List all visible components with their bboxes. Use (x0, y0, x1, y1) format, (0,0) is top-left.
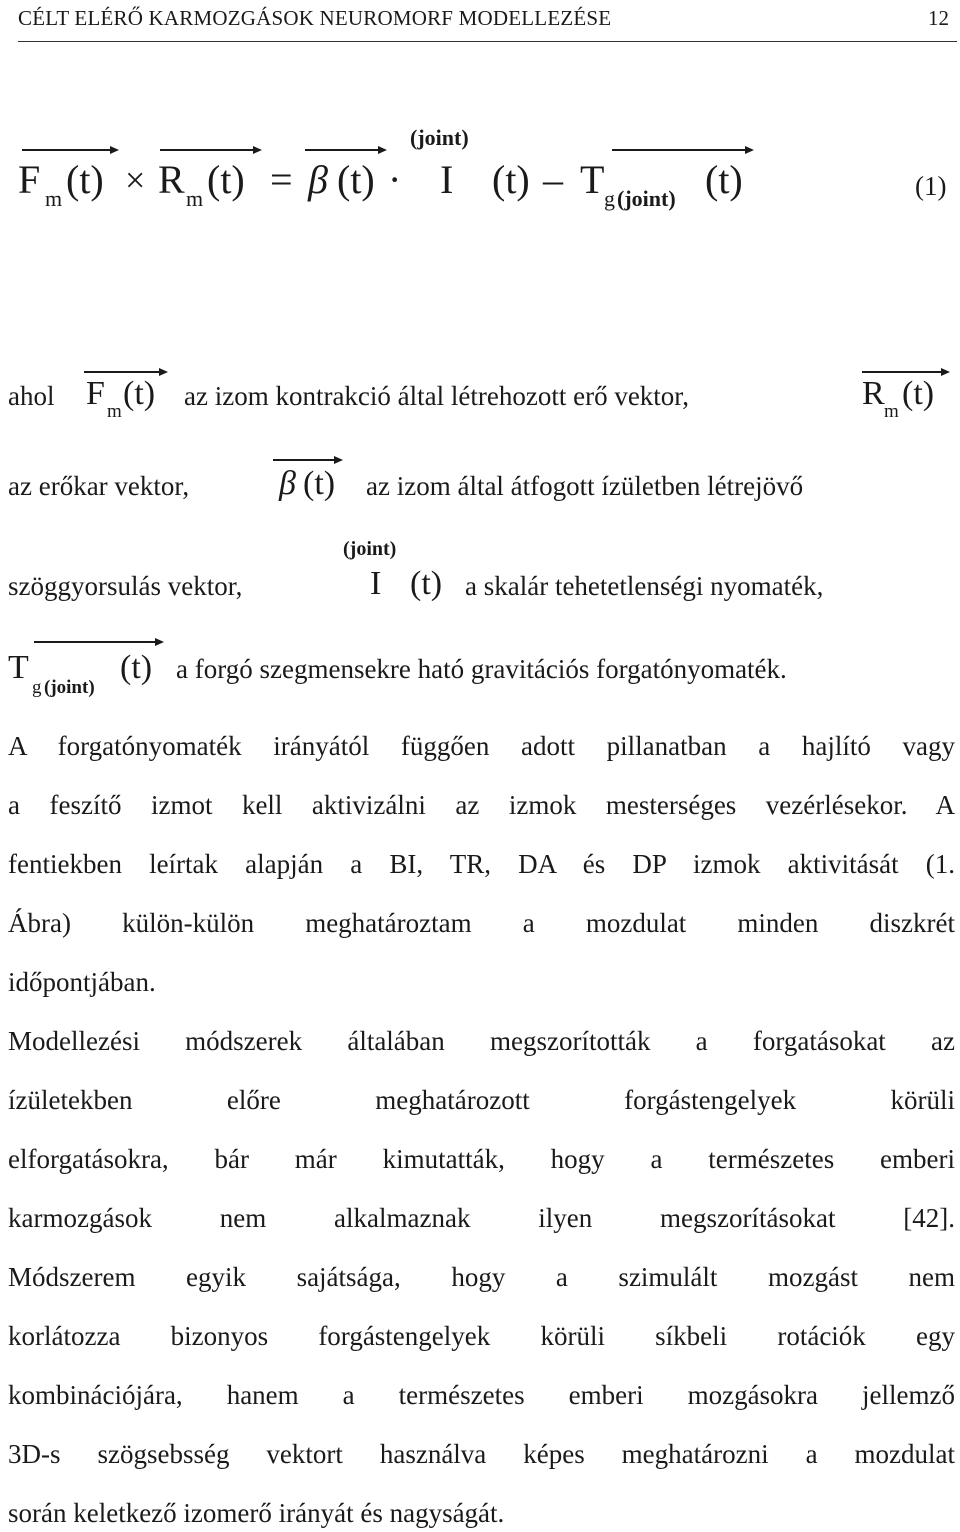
symbol-F: F (86, 375, 105, 412)
symbol-R: R (158, 157, 185, 202)
subscript-m: m (45, 186, 63, 211)
subscript-joint: (joint) (617, 186, 676, 211)
arg-t: (t) (337, 157, 375, 202)
vector-arrow (305, 149, 385, 151)
vector-arrow (612, 149, 752, 151)
running-header: CÉLT ELÉRŐ KARMOZGÁSOK NEUROMORF MODELLEZÉSE (18, 6, 612, 30)
symbol-R: R (862, 375, 885, 412)
subscript-joint: (joint) (44, 677, 95, 698)
arg-t: (t) (207, 157, 245, 202)
page-number: 12 (928, 6, 949, 30)
vector-arrow (34, 641, 162, 643)
symbol-T: T (580, 157, 605, 202)
minus-symbol: – (543, 157, 563, 202)
text-line: 3D-s szögsebsség vektort használva képes meghatározni a mozdulat (8, 1439, 955, 1469)
text-line: Ábra) külön-külön meghatároztam a mozdulat minden diszkrét (8, 908, 955, 938)
symbol-I: I (440, 157, 454, 202)
symbol-I: I (370, 565, 382, 602)
vector-arrow (862, 371, 948, 373)
arg-t: (t) (705, 157, 743, 202)
symbol-beta: β (279, 465, 296, 502)
header-rule (18, 41, 957, 42)
arg-t: (t) (902, 375, 935, 412)
definition-text: a forgó szegmensekre ható gravitációs forgatónyomaték. (176, 654, 787, 684)
symbol-beta: β (308, 157, 328, 202)
vector-arrow (84, 371, 166, 373)
text-line: karmozgások nem alkalmaznak ilyen megszorításokat [42]. (8, 1203, 955, 1233)
subscript-m: m (884, 401, 899, 422)
subscript-g: g (604, 186, 615, 211)
arg-t: (t) (492, 157, 530, 202)
arg-t: (t) (66, 157, 104, 202)
text-line: fentiekben leírtak alapján a BI, TR, DA és DP izmok aktivitását (1. (8, 849, 955, 879)
superscript-joint: (joint) (343, 538, 397, 560)
text-line: A forgatónyomaték irányától függően adott pillanatban a hajlító vagy (8, 731, 955, 761)
definition-lead: az erőkar vektor, (8, 471, 190, 501)
superscript-joint: (joint) (410, 125, 469, 150)
arg-t: (t) (120, 649, 153, 686)
text-line: elforgatásokra, bár már kimutatták, hogy a természetes emberi (8, 1144, 955, 1174)
subscript-m: m (186, 186, 204, 211)
arg-t: (t) (410, 565, 443, 602)
equals-symbol: = (270, 157, 293, 202)
subscript-g: g (32, 677, 42, 698)
symbol-F: F (18, 157, 41, 202)
text-line: ízületekben előre meghatározott forgástengelyek körüli (8, 1085, 955, 1115)
vector-arrow (22, 149, 117, 151)
definition-text: az izom kontrakció által létrehozott erő vektor, (184, 381, 689, 411)
arg-t: (t) (303, 465, 336, 502)
definition-text: a skalár tehetetlenségi nyomaték, (465, 571, 824, 601)
text-line: a feszítő izmot kell aktivizálni az izmok mesterséges vezérlésekor. A (8, 790, 955, 820)
arg-t: (t) (123, 375, 156, 412)
text-line: Modellezési módszerek általában megszorították a forgatásokat az (8, 1026, 955, 1056)
vector-arrow (273, 459, 341, 461)
definition-text: az izom által átfogott ízületben létrejövő (366, 471, 804, 501)
definition-lead: ahol (8, 381, 55, 411)
equation-number: (1) (915, 171, 947, 201)
subscript-m: m (107, 401, 122, 422)
text-line: Módszerem egyik sajátsága, hogy a szimulált mozgást nem (8, 1262, 955, 1292)
dot-operator: · (388, 157, 402, 202)
vector-arrow (160, 149, 260, 151)
cross-symbol: × (125, 160, 146, 200)
text-line: időpontjában. (8, 967, 156, 997)
text-line: korlátozza bizonyos forgástengelyek körüli síkbeli rotációk egy (8, 1321, 955, 1351)
text-line: során keletkező izomerő irányát és nagyságát. (8, 1498, 505, 1528)
symbol-T: T (8, 649, 29, 686)
text-line: kombinációjára, hanem a természetes emberi mozgásokra jellemző (8, 1380, 955, 1410)
definition-lead: szöggyorsulás vektor, (8, 571, 243, 601)
